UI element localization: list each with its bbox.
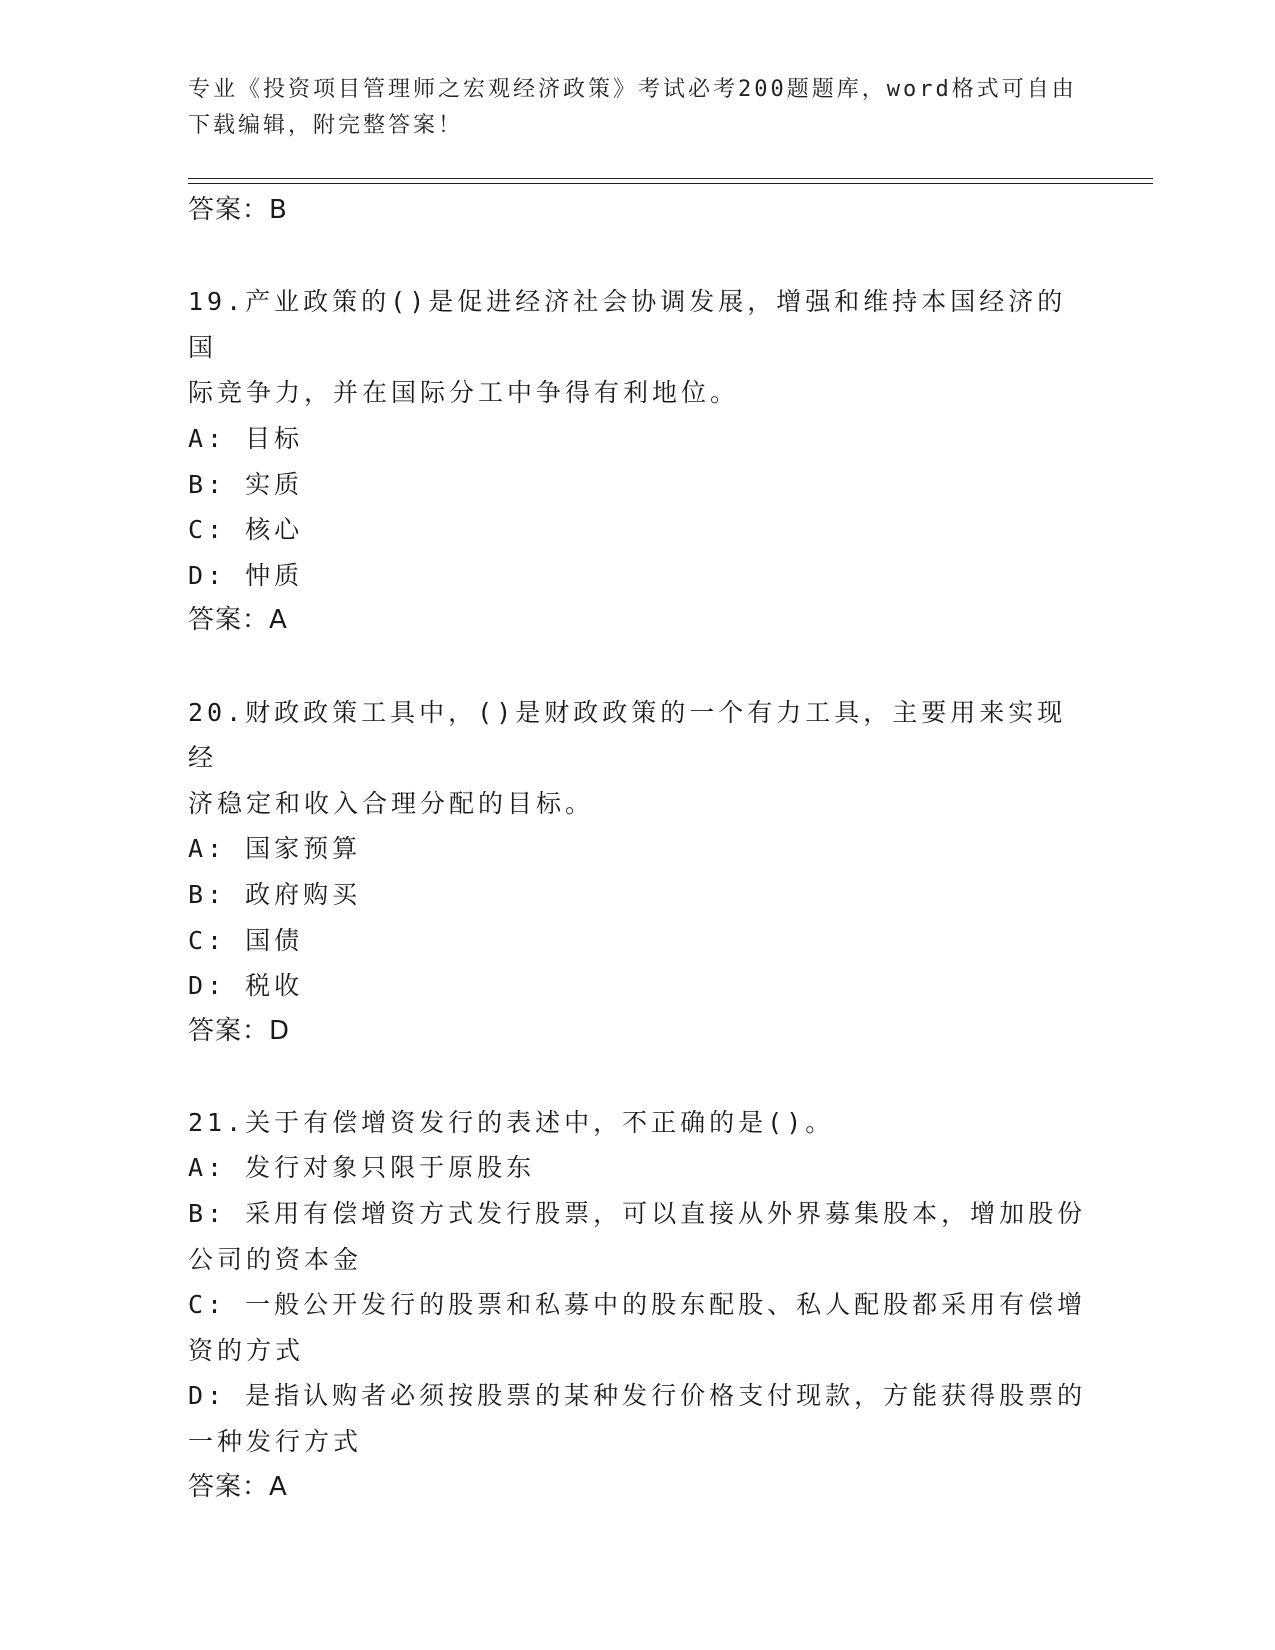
option-a: A: 目标 bbox=[188, 423, 304, 453]
question-stem: 21.关于有偿增资发行的表述中，不正确的是()。 bbox=[188, 1107, 835, 1137]
option-d-continued: 一种发行方式 bbox=[188, 1427, 363, 1457]
question-20 bbox=[188, 690, 1088, 1055]
question-19 bbox=[188, 279, 1088, 644]
spacer bbox=[188, 644, 1088, 690]
previous-answer: 答案：B bbox=[188, 195, 288, 225]
option-c: C: 国债 bbox=[188, 925, 304, 955]
spacer bbox=[188, 1054, 1088, 1100]
option-d: D: 税收 bbox=[188, 971, 304, 1001]
question-stem: 济稳定和收入合理分配的目标。 bbox=[188, 788, 595, 818]
option-b: B: 实质 bbox=[188, 469, 304, 499]
question-stem: 19.产业政策的()是促进经济社会协调发展，增强和维持本国经济的国 bbox=[188, 287, 1067, 362]
option-c: C: 核心 bbox=[188, 515, 304, 545]
header-line-2: 下载编辑，附完整答案！ bbox=[188, 113, 464, 138]
header-divider-top bbox=[188, 178, 1153, 179]
answer-label: 答案：D bbox=[188, 1015, 291, 1046]
spacer bbox=[188, 234, 1088, 280]
option-a: A: 发行对象只限于原股东 bbox=[188, 1153, 536, 1183]
question-21 bbox=[188, 1100, 1088, 1510]
question-stem: 际竞争力，并在国际分工中争得有利地位。 bbox=[188, 378, 740, 408]
option-b: B: 采用有偿增资方式发行股票，可以直接从外界募集股本，增加股份 bbox=[188, 1199, 1087, 1229]
answer-label: 答案：A bbox=[188, 1471, 288, 1502]
question-stem: 20.财政政策工具中，()是财政政策的一个有力工具，主要用来实现经 bbox=[188, 697, 1067, 773]
option-c-continued: 资的方式 bbox=[188, 1335, 305, 1365]
header-line-1: 专业《投资项目管理师之宏观经济政策》考试必考200题题库，word格式可自由 bbox=[188, 77, 1077, 102]
header-divider-bottom bbox=[188, 183, 1153, 184]
option-b: B: 政府购买 bbox=[188, 879, 362, 909]
option-d: D: 忡质 bbox=[188, 560, 304, 590]
option-a: A: 国家预算 bbox=[188, 834, 362, 864]
question-content bbox=[188, 188, 1088, 1510]
option-c: C: 一般公开发行的股票和私募中的股东配股、私人配股都采用有偿增 bbox=[188, 1290, 1087, 1320]
document-header bbox=[188, 72, 1088, 144]
option-b-continued: 公司的资本金 bbox=[188, 1244, 363, 1274]
option-d: D: 是指认购者必须按股票的某种发行价格支付现款，方能获得股票的 bbox=[188, 1381, 1087, 1411]
answer-label: 答案：A bbox=[188, 605, 288, 636]
